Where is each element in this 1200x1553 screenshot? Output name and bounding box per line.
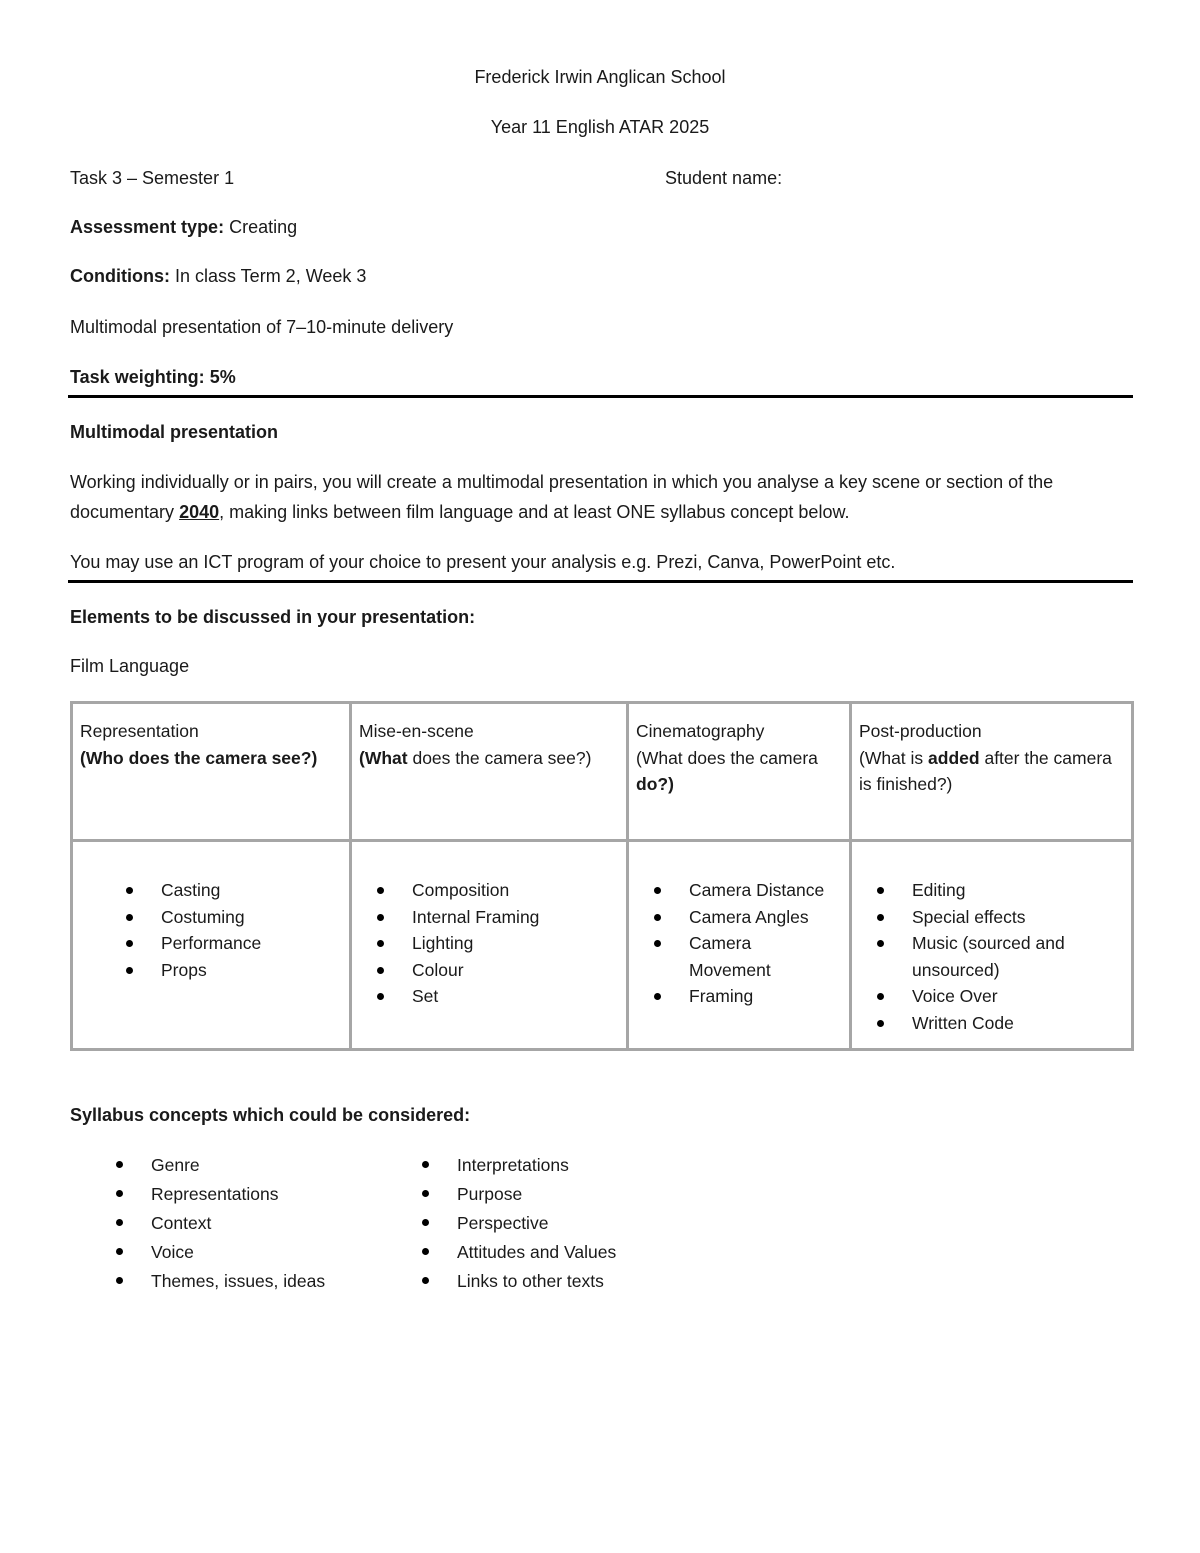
divider: [68, 395, 1133, 398]
syllabus-heading: Syllabus concepts which could be considered:: [70, 1105, 471, 1125]
task-weighting: [70, 367, 236, 388]
column-question: (What: [359, 747, 408, 768]
film-language-table: [70, 701, 1134, 1051]
list-item: Interpretations: [422, 1152, 616, 1181]
list-item: Voice Over: [859, 983, 1125, 1010]
list-item: Voice: [116, 1239, 325, 1268]
elements-heading: Elements to be discussed in your presentation:: [70, 607, 476, 627]
post-production-items: [851, 841, 1133, 1050]
column-title: Mise-en-scene: [359, 721, 474, 741]
list-item: Colour: [359, 957, 620, 984]
list-item: Purpose: [422, 1181, 616, 1210]
mise-en-scene-items: [351, 841, 628, 1050]
column-question-rest: after the camera is finished?): [859, 747, 1112, 794]
list-item: Camera Distance: [636, 877, 843, 904]
column-title: Cinematography: [636, 721, 765, 741]
header-cinematography: [628, 703, 851, 841]
list-item: Context: [116, 1210, 325, 1239]
column-question: (Who does the camera see?): [80, 747, 318, 768]
assessment-type: [70, 217, 297, 238]
assessment-type-value: Creating: [224, 217, 298, 237]
list-item: Casting: [80, 877, 343, 904]
list-item: Lighting: [359, 930, 620, 957]
header-mise-en-scene: [351, 703, 628, 841]
list-item: Camera Angles: [636, 904, 843, 931]
column-question: (What does the camera: [636, 747, 818, 768]
bullet-list: [859, 877, 1125, 1036]
list-item: Internal Framing: [359, 904, 620, 931]
column-question-rest: does the camera see?): [407, 747, 592, 768]
list-item: Camera Movement: [636, 930, 784, 983]
list-item: Props: [80, 957, 343, 984]
list-item: Special effects: [859, 904, 1125, 931]
syllabus-list-right: [422, 1152, 616, 1297]
delivery-note: Multimodal presentation of 7–10-minute delivery: [70, 317, 454, 337]
course-title: Year 11 English ATAR 2025: [490, 117, 710, 137]
assessment-type-label: Assessment type:: [70, 217, 225, 237]
task-heading: Multimodal presentation: [70, 422, 279, 442]
list-item: Themes, issues, ideas: [116, 1268, 325, 1297]
list-item: Links to other texts: [422, 1268, 616, 1297]
list-item: Framing: [636, 983, 843, 1010]
table-header-row: [72, 703, 1133, 841]
weighting-value: 5%: [204, 367, 236, 387]
list-item: Attitudes and Values: [422, 1239, 616, 1268]
column-title: Post-production: [859, 721, 982, 741]
syllabus-list-left: [116, 1152, 325, 1297]
list-item: Genre: [116, 1152, 325, 1181]
header-representation: [72, 703, 351, 841]
list-item: Performance: [80, 930, 343, 957]
list-item: Costuming: [80, 904, 343, 931]
header-post-production: [851, 703, 1133, 841]
ict-note: You may use an ICT program of your choice to present your analysis e.g. Prezi, Canva, PowerPoint etc.: [70, 552, 896, 572]
divider: [68, 580, 1133, 583]
list-item: Music (sourced and unsourced): [859, 930, 1125, 983]
column-question-rest: do?): [636, 774, 674, 794]
list-item: Set: [359, 983, 620, 1010]
school-name: Frederick Irwin Anglican School: [474, 67, 726, 87]
cinematography-items: [628, 841, 851, 1050]
film-language-label: Film Language: [70, 656, 190, 676]
weighting-label: Task weighting:: [70, 367, 205, 387]
list-item: Written Code: [859, 1010, 1125, 1037]
documentary-title: 2040: [179, 502, 220, 522]
column-title: Representation: [80, 721, 199, 741]
task-description-text: Working individually or in pairs, you will create a multimodal presentation in which you analyse a key scene or section of the documentary: [70, 472, 1054, 522]
bullet-list: [359, 877, 620, 1010]
conditions-label: Conditions:: [70, 266, 170, 286]
column-question-emphasis: added: [928, 747, 980, 768]
bullet-list: [80, 877, 343, 983]
column-question: (What is: [859, 747, 929, 768]
representation-items: [72, 841, 351, 1050]
table-body-row: [72, 841, 1133, 1050]
list-item: Perspective: [422, 1210, 616, 1239]
task-description: [70, 467, 1140, 527]
student-name-label: Student name:: [665, 168, 783, 188]
list-item: Editing: [859, 877, 1125, 904]
list-item: Composition: [359, 877, 620, 904]
conditions-value: In class Term 2, Week 3: [169, 266, 367, 286]
conditions: [70, 266, 366, 287]
bullet-list: [636, 877, 843, 1010]
task-label: Task 3 – Semester 1: [70, 168, 235, 188]
task-description-text-2: , making links between film language and at least ONE syllabus concept below.: [219, 502, 850, 522]
list-item: Representations: [116, 1181, 325, 1210]
